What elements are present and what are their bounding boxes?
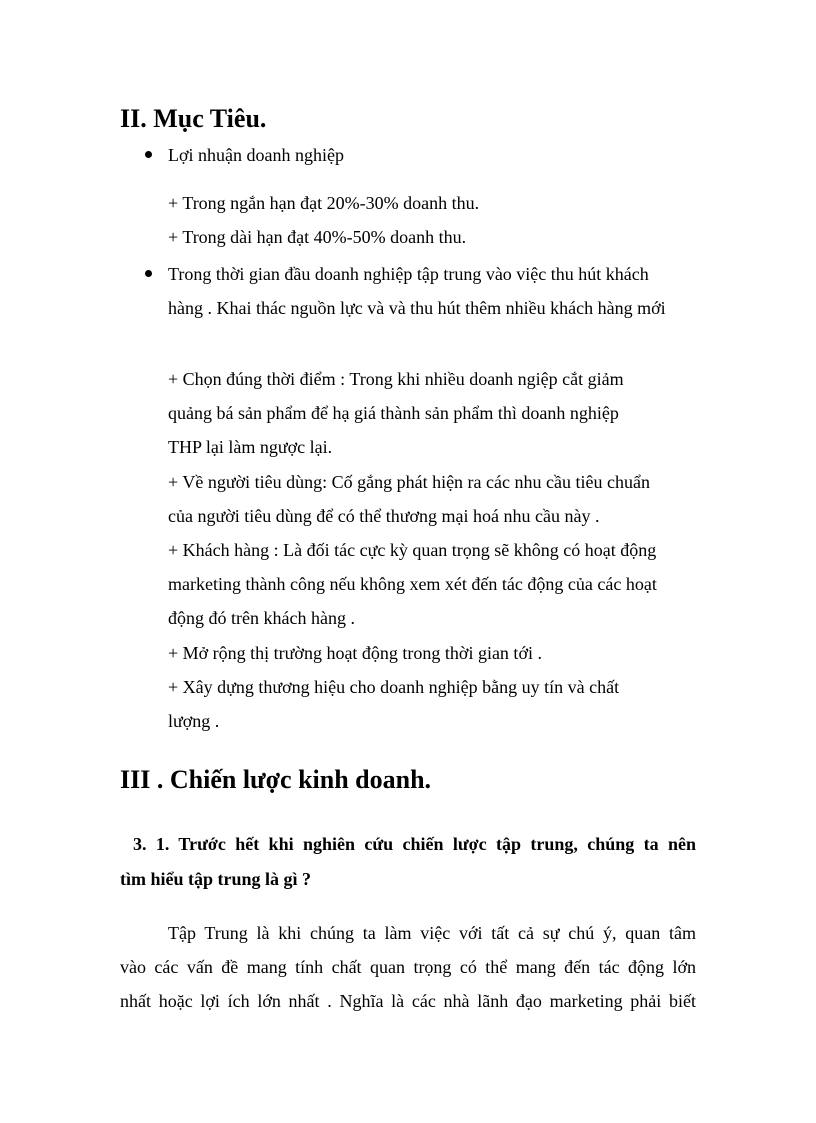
paragraph-line: vào các vấn đề mang tính chất quan trọng có thể mang đến tác động lớn <box>120 957 696 977</box>
sub-item-long-term: + Trong dài hạn đạt 40%-50% doanh thu. <box>168 227 467 247</box>
sub-item-line: + Khách hàng : Là đối tác cực kỳ quan trọng sẽ không có hoạt động <box>168 540 657 560</box>
paragraph-line: nhất hoặc lợi ích lớn nhất . Nghĩa là các nhà lãnh đạo marketing phải biết <box>120 991 696 1011</box>
sub-item-line: marketing thành công nếu không xem xét đến tác động của các hoạt <box>168 574 657 594</box>
bullet-strategy-line: Trong thời gian đầu doanh nghiệp tập trung vào việc thu hút khách <box>168 264 649 284</box>
sub-item-line: quảng bá sản phẩm để hạ giá thành sản phẩm thì doanh nghiệp <box>168 403 619 423</box>
sub-item-line: + Về người tiêu dùng: Cố gắng phát hiện ra các nhu cầu tiêu chuẩn <box>168 472 650 492</box>
sub-item-line: lượng . <box>168 711 220 731</box>
sub-item-line: THP lại làm ngược lại. <box>168 437 333 457</box>
sub-item-short-term: + Trong ngắn hạn đạt 20%-30% doanh thu. <box>168 193 480 213</box>
paragraph-line: Tập Trung là khi chúng ta làm việc với tất cả sự chú ý, quan tâm <box>168 923 696 943</box>
sub-item-line: + Mở rộng thị trường hoạt động trong thời gian tới . <box>168 643 542 663</box>
sub-item-line: + Xây dựng thương hiệu cho doanh nghiệp bằng uy tín và chất <box>168 677 620 697</box>
sub-item-line: của người tiêu dùng để có thể thương mại hoá nhu cầu này . <box>168 506 600 526</box>
section-heading-muc-tieu: II. Mục Tiêu. <box>120 104 267 133</box>
bullet-strategy-line: hàng . Khai thác nguồn lực và và thu hút thêm nhiều khách hàng mới <box>168 298 666 318</box>
section-heading-chien-luoc: III . Chiến lược kinh doanh. <box>120 765 432 794</box>
bullet-dot <box>145 270 152 277</box>
sub-item-line: + Chọn đúng thời điểm : Trong khi nhiều doanh ngiệp cắt giảm <box>168 369 624 389</box>
sub-heading-line: tìm hiểu tập trung là gì ? <box>120 869 312 889</box>
bullet-dot <box>145 151 152 158</box>
sub-item-line: động đó trên khách hàng . <box>168 608 355 628</box>
bullet-profit-text: Lợi nhuận doanh nghiệp <box>168 145 344 165</box>
sub-heading-line: 3. 1. Trước hết khi nghiên cứu chiến lược tập trung, chúng ta nên <box>133 834 696 854</box>
